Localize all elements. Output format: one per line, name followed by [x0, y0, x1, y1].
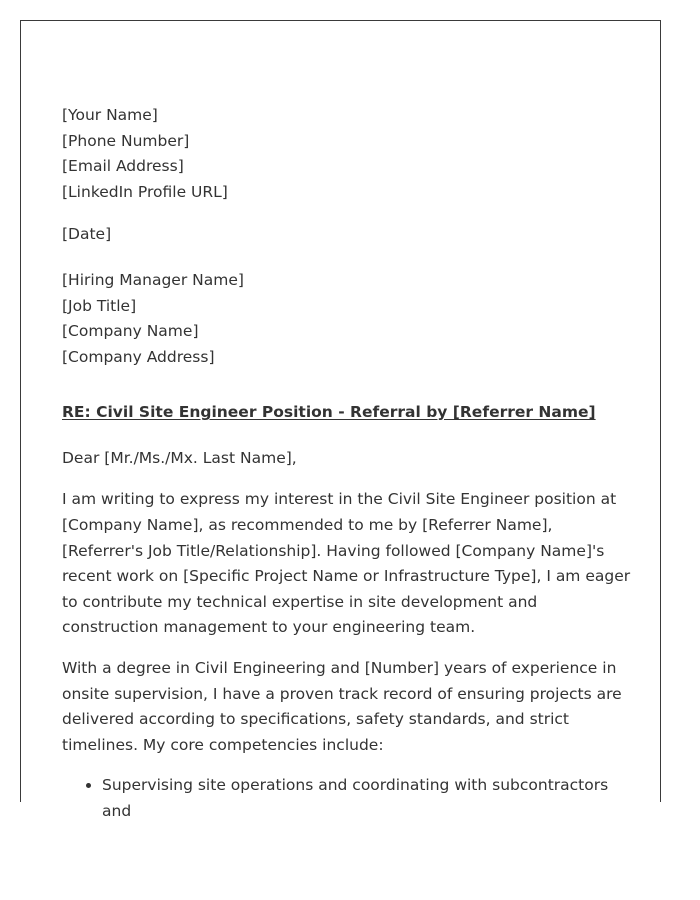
sender-phone: [Phone Number] — [62, 131, 190, 150]
salutation: Dear [Mr./Ms./Mx. Last Name], — [62, 449, 297, 468]
recipient-block — [62, 268, 632, 370]
sender-linkedin: [LinkedIn Profile URL] — [62, 182, 228, 201]
recipient-address: [Company Address] — [62, 347, 215, 366]
recipient-name: [Hiring Manager Name] — [62, 270, 244, 289]
list-item: • Supervising site operations and coordinating with subcontractors and — [102, 773, 632, 824]
competencies-list — [62, 773, 632, 824]
letter-date: [Date] — [62, 225, 112, 244]
document-page — [20, 20, 661, 820]
body-paragraph-experience: With a degree in Civil Engineering and [Number] years of experience in onsite supervision, I have a proven track record of ensuring projects are delivered according to specifications, safety standards, and strict timelines. My core competencies include: — [62, 658, 622, 754]
sender-block — [62, 103, 632, 205]
cover-letter — [62, 103, 632, 824]
recipient-title: [Job Title] — [62, 296, 137, 315]
sender-email: [Email Address] — [62, 157, 184, 176]
body-paragraph-intro: I am writing to express my interest in the Civil Site Engineer position at [Company Name], as recommended to me by [Referrer Name], [Referrer's Job Title/Relationship]. Having followed [Company Name]'s recent work on [Specific Project Name or Infrastructure Type], I am eager to contribute my technical expertise in site development and construction management to your engineering team. — [62, 490, 631, 637]
recipient-company: [Company Name] — [62, 322, 199, 341]
sender-name: [Your Name] — [62, 106, 158, 124]
subject-line: RE: Civil Site Engineer Position - Referral by [Referrer Name] — [62, 403, 596, 422]
